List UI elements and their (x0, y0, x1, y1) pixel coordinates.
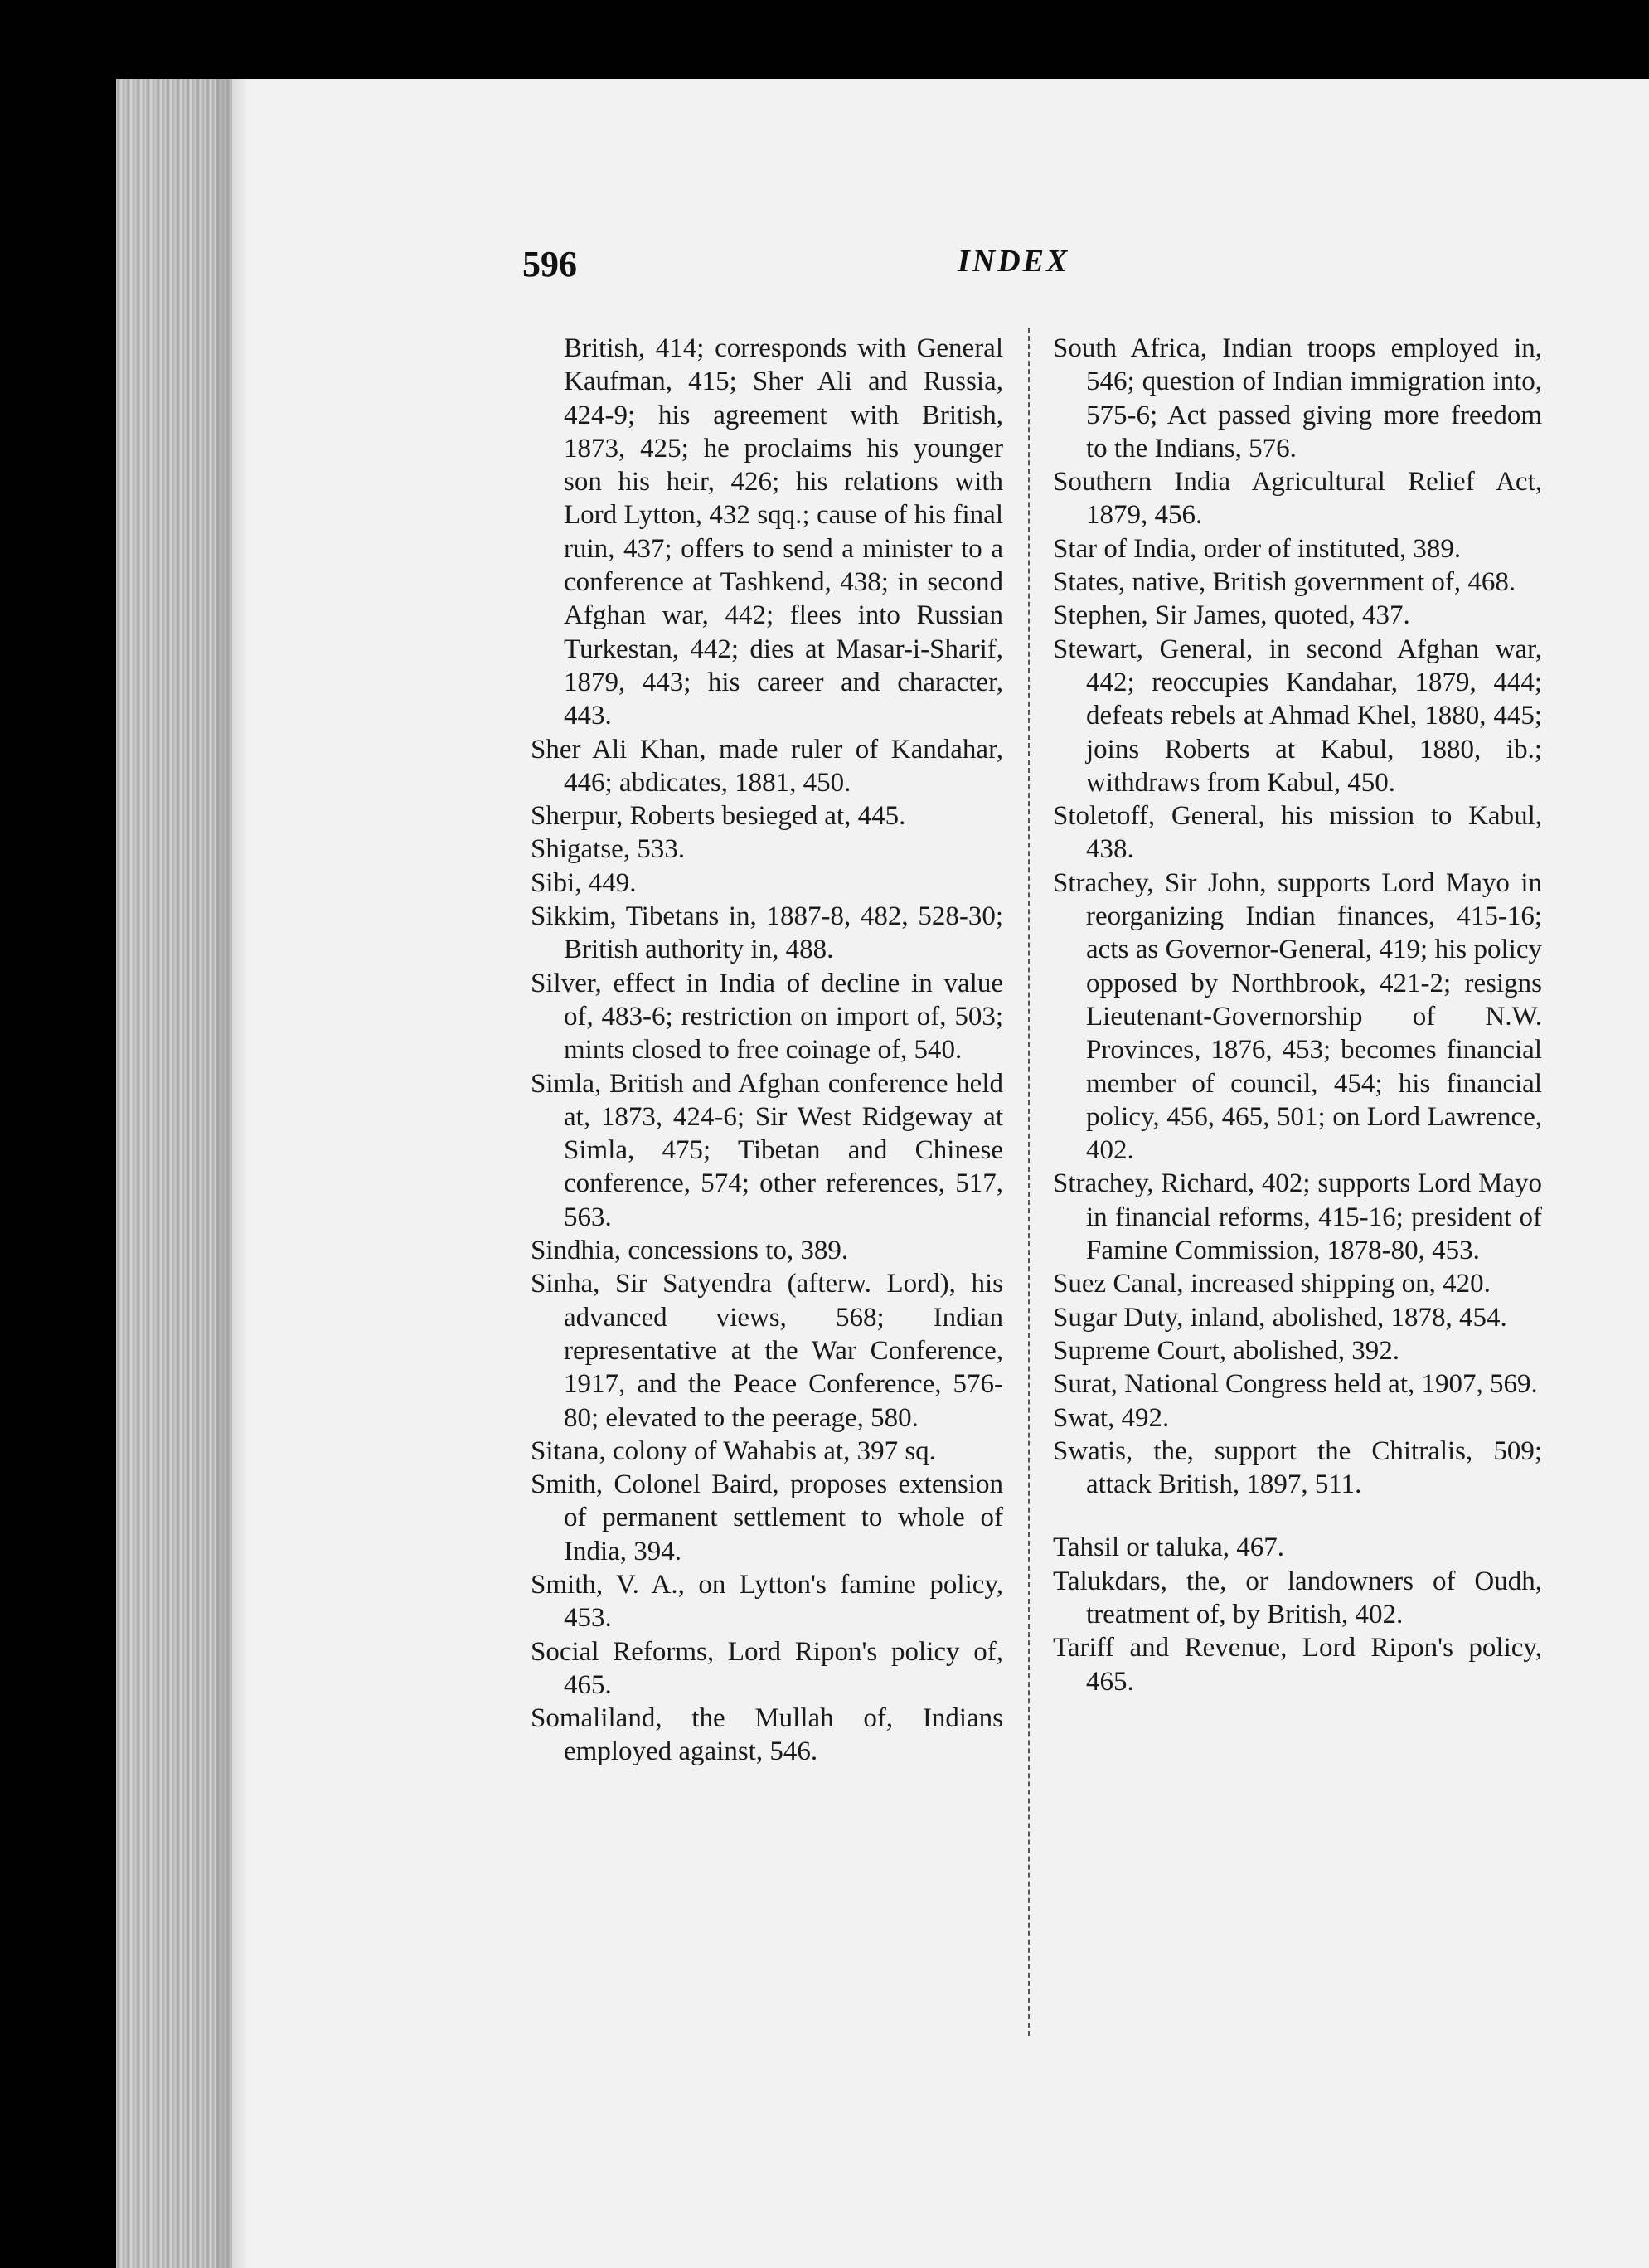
index-entry: Sikkim, Tibetans in, 1887-8, 482, 528-30; British authority in, 488. (531, 901, 1003, 965)
index-entry: Surat, National Congress held at, 1907, 569. (1053, 1369, 1538, 1400)
index-entry: Smith, V. A., on Lytton's famine policy, 453. (531, 1569, 1003, 1634)
index-entry: Tahsil or taluka, 467. (1053, 1532, 1285, 1563)
index-entry: Talukdars, the, or landowners of Oudh, treatment of, by British, 402. (1053, 1566, 1542, 1629)
index-column-left (531, 332, 1003, 1769)
index-entry: Strachey, Sir John, supports Lord Mayo in reorganizing Indian finances, 415-16; acts as Governor-General, 419; his policy opposed by Northbrook, 421-2; resigns Lieutenant-Governorship of N.W. Provinces, 1876, 453; becomes financial member of council, 454; his financial policy, 456, 465, 501; on Lord Lawrence, 402. (1053, 867, 1542, 1166)
index-entry: Suez Canal, increased shipping on, 420. (1053, 1269, 1491, 1299)
index-entry: British, 414; corresponds with General Kaufman, 415; Sher Ali and Russia, 424-9; his agreement with British, 1873, 425; he proclaims his younger son his heir, 426; his relations with Lord Lytton, 432 sqq.; cause of his final ruin, 437; offers to send a minister to a conference at Tashkend, 438; in second Afghan war, 442; flees into Russian Turkestan, 442; dies at Masar-i-Sharif, 1879, 443; his career and character, 443. (564, 333, 1003, 731)
index-entry: Somaliland, the Mullah of, Indians employed against, 546. (531, 1703, 1003, 1767)
index-entry: Stephen, Sir James, quoted, 437. (1053, 600, 1410, 631)
book-page (116, 79, 1649, 2268)
index-entry: Sherpur, Roberts besieged at, 445. (531, 801, 906, 832)
index-entry: Supreme Court, abolished, 392. (1053, 1335, 1399, 1366)
index-entry: Tariff and Revenue, Lord Ripon's policy, 465. (1053, 1633, 1542, 1697)
index-entry: Sitana, colony of Wahabis at, 397 sq. (531, 1435, 936, 1466)
index-entry: South Africa, Indian troops employed in, 546; question of Indian immigration into, 575-6; Act passed giving more freedom to the Indians, 576. (1053, 333, 1542, 464)
index-entry: Sindhia, concessions to, 389. (531, 1236, 849, 1266)
index-entry: Social Reforms, Lord Ripon's policy of, 465. (531, 1636, 1003, 1700)
index-entry: Sher Ali Khan, made ruler of Kandahar, 446; abdicates, 1881, 450. (531, 734, 1003, 798)
index-entry: Strachey, Richard, 402; supports Lord Mayo in financial reforms, 415-16; president of Famine Commission, 1878-80, 453. (1053, 1168, 1542, 1266)
index-entry: Sibi, 449. (531, 867, 637, 898)
index-entry: Stoletoff, General, his mission to Kabul, 438. (1053, 801, 1542, 865)
index-entry: States, native, British government of, 468. (1053, 567, 1516, 598)
index-entry: Star of India, order of instituted, 389. (1053, 533, 1462, 564)
index-entry: Shigatse, 533. (531, 834, 686, 865)
index-entry: Sinha, Sir Satyendra (afterw. Lord), his advanced views, 568; Indian representative at the War Conference, 1917, and the Peace Conference, 576-80; elevated to the peerage, 580. (531, 1269, 1003, 1433)
index-entry: Southern India Agricultural Relief Act, 1879, 456. (1053, 467, 1542, 531)
column-divider (1028, 328, 1030, 2036)
index-column-right (1053, 332, 1542, 1698)
index-entry: Sugar Duty, inland, abolished, 1878, 454. (1053, 1302, 1507, 1333)
page-number: 596 (522, 244, 577, 284)
page-title: INDEX (958, 244, 1070, 279)
index-entry: Smith, Colonel Baird, proposes extension of permanent settlement to whole of India, 394. (531, 1469, 1003, 1566)
index-entry: Stewart, General, in second Afghan war, 442; reoccupies Kandahar, 1879, 444; defeats rebels at Ahmad Khel, 1880, 445; joins Roberts at Kabul, 1880, ib.; withdraws from Kabul, 450. (1053, 634, 1542, 798)
index-entry: Simla, British and Afghan conference held at, 1873, 424-6; Sir West Ridgeway at Simla, 475; Tibetan and Chinese conference, 574; other references, 517, 563. (531, 1068, 1003, 1232)
index-entry: Swat, 492. (1053, 1402, 1170, 1433)
page-edge-shading (116, 79, 232, 2268)
index-entry: Swatis, the, support the Chitralis, 509; attack British, 1897, 511. (1053, 1435, 1542, 1500)
section-gap (1053, 1501, 1542, 1531)
index-entry: Silver, effect in India of decline in value of, 483-6; restriction on import of, 503; mints closed to free coinage of, 540. (531, 968, 1003, 1066)
